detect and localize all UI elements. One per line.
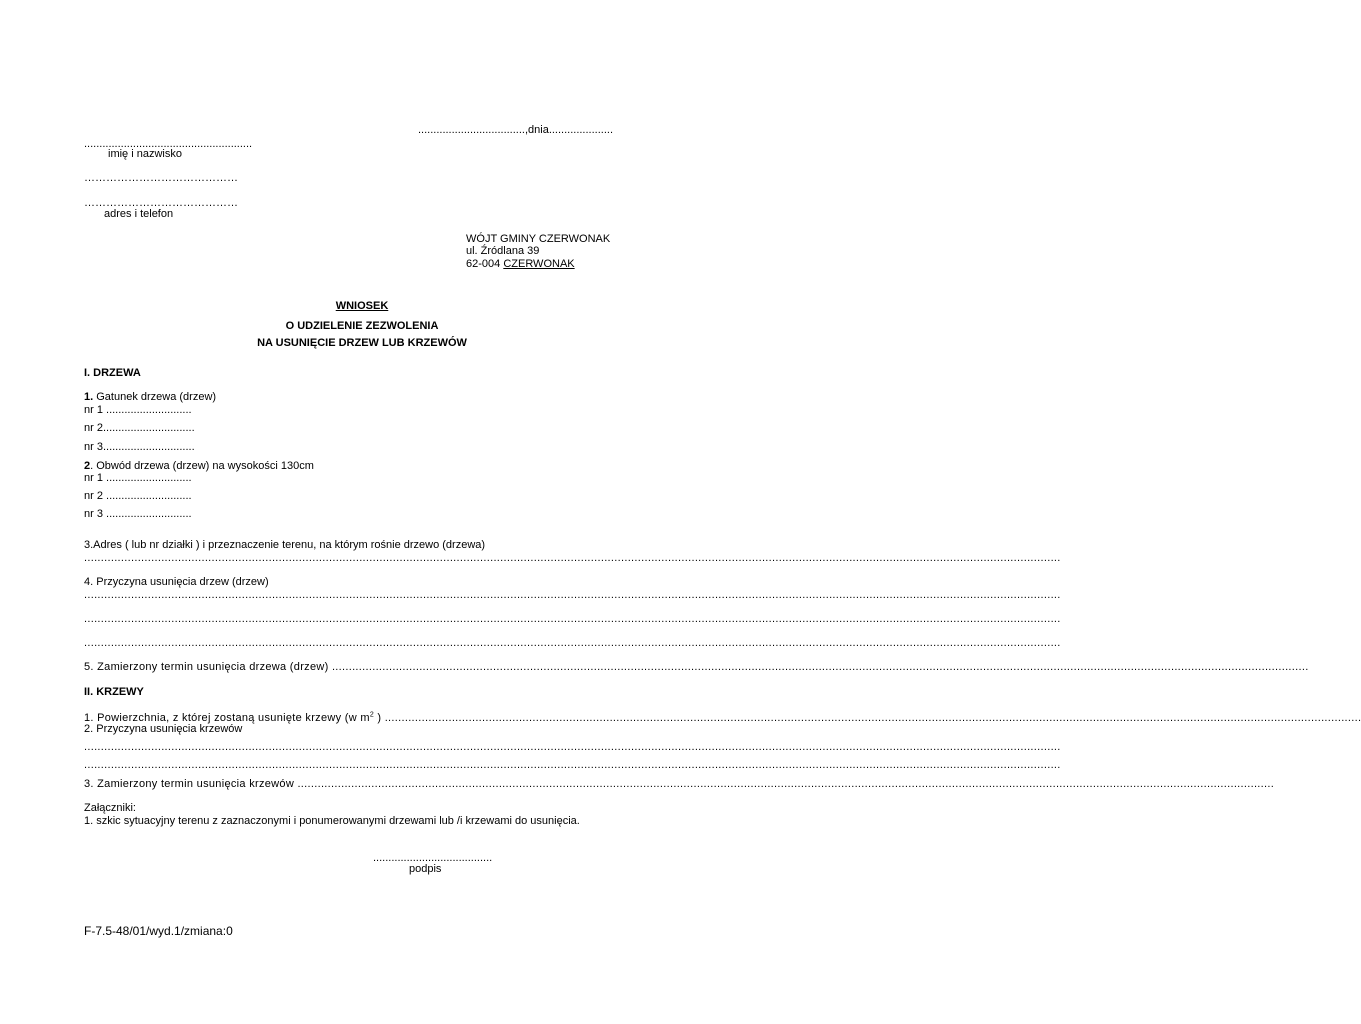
q2-number: 2 [84, 460, 91, 472]
name-dots: ....................................................... [84, 138, 253, 150]
q4-dots-2: ................................................................................................................................................................................................................................................................................................... [84, 613, 1061, 625]
q1-item-2: nr 2.............................. [84, 422, 195, 434]
q2-text: . Obwód drzewa (drzew) na wysokości 130cm [90, 460, 314, 472]
q4-label: 4. Przyczyna usunięcia drzew (drzew) [84, 576, 269, 588]
signature-dots: ....................................... [373, 852, 493, 864]
address-label: adres i telefon [104, 208, 174, 220]
k2-dots-2: ................................................................................................................................................................................................................................................................................................... [84, 759, 1061, 771]
q3-dots: ................................................................................................................................................................................................................................................................................................... [84, 552, 1061, 564]
signature-label: podpis [409, 863, 442, 875]
q2-item-3: nr 3 ............................ [84, 508, 192, 520]
q3-label: 3.Adres ( lub nr działki ) i przeznaczenie terenu, na którym rośnie drzewo (drzewa) [84, 539, 486, 551]
q5-dots: ................................................................................................................................................................................................................................................................................................... [331, 661, 1309, 673]
title-line-1: WNIOSEK [335, 300, 389, 312]
attachments-heading: Załączniki: [84, 802, 136, 814]
address-dots-2: …………………………………… [84, 197, 238, 209]
k1-label-b: ) [374, 712, 385, 724]
recipient-postal: 62-004 [466, 258, 504, 270]
q5-line [84, 661, 1309, 674]
name-label: imię i nazwisko [108, 148, 182, 160]
recipient-line-1: WÓJT GMINY CZERWONAK [466, 233, 611, 245]
q2-item-2: nr 2 ............................ [84, 490, 192, 502]
k3-dots: ................................................................................................................................................................................................................................................................................................... [297, 778, 1275, 790]
q1-item-3: nr 3.............................. [84, 441, 195, 453]
date-line: ...................................,dnia..................... [418, 124, 613, 136]
k1-label-a: 1. Powierzchnia, z której zostaną usunięte krzewy (w m [84, 712, 370, 724]
q5-label: 5. Zamierzony termin usunięcia drzewa (drzew) [84, 661, 332, 673]
title-line-2: O UDZIELENIE ZEZWOLENIA [285, 320, 439, 332]
q2-item-1: nr 1 ............................ [84, 472, 192, 484]
section-krzewy-heading: II. KRZEWY [84, 686, 144, 698]
k3-line [84, 778, 1275, 791]
q4-dots-1: ................................................................................................................................................................................................................................................................................................... [84, 589, 1061, 601]
k2-label: 2. Przyczyna usunięcia krzewów [84, 723, 243, 735]
k1-superscript: 2 [369, 711, 375, 719]
form-code: F-7.5-48/01/wyd.1/zmiana:0 [84, 924, 233, 938]
section-drzewa-heading: I. DRZEWA [84, 367, 141, 379]
q1-item-1: nr 1 ............................ [84, 404, 192, 416]
q1-text: Gatunek drzewa (drzew) [93, 391, 217, 403]
k2-dots-1: ................................................................................................................................................................................................................................................................................................... [84, 741, 1061, 753]
title-line-3: NA USUNIĘCIE DRZEW LUB KRZEWÓW [257, 337, 467, 349]
recipient-line-2: ul. Źródlana 39 [466, 245, 540, 257]
recipient-city: CZERWONAK [503, 258, 575, 270]
attachment-item-1: 1. szkic sytuacyjny terenu z zaznaczonymi i ponumerowanymi drzewami lub /i krzewami do usunięcia. [84, 815, 580, 827]
q4-dots-3: ................................................................................................................................................................................................................................................................................................... [84, 637, 1061, 649]
q1-label [84, 391, 216, 404]
q1-number: 1. [84, 391, 94, 403]
k3-label: 3. Zamierzony termin usunięcia krzewów [84, 778, 298, 790]
recipient-line-3 [466, 258, 575, 271]
k1-dots: ................................................................................................................................................................................................................................................................................................... [384, 712, 1361, 724]
address-dots-1: …………………………………… [84, 172, 238, 184]
